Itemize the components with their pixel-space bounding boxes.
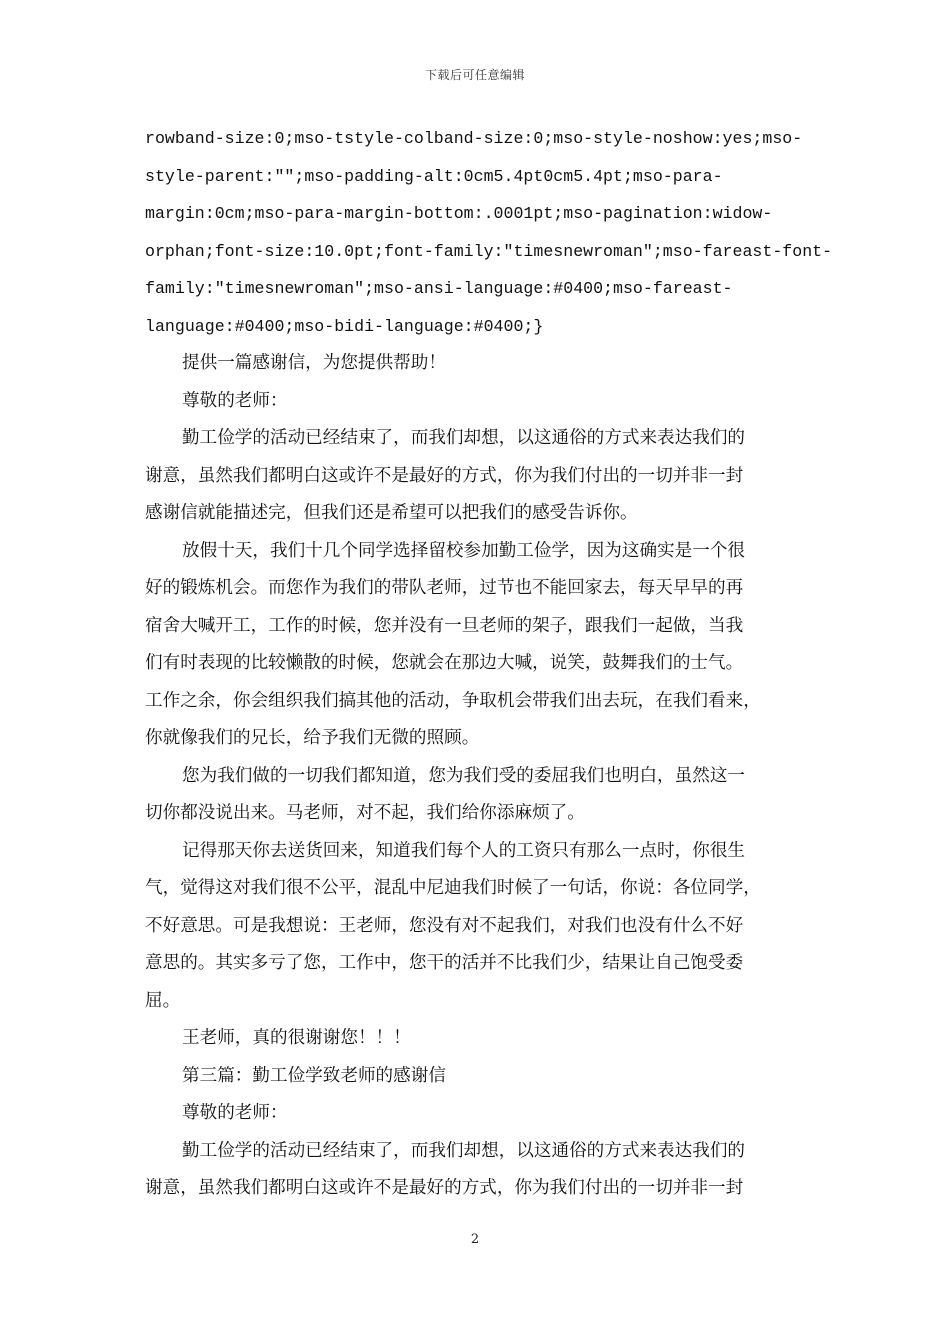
paragraph-line: 意思的。其实多亏了您，工作中，您干的活并不比我们少，结果让自己饱受委 [145,953,744,973]
salutation [145,383,825,421]
code-line: rowband-size:0;mso-tstyle-colband-size:0;mso-style-noshow:yes;mso- [145,129,803,148]
intro-paragraph [145,345,825,383]
salutation [145,1095,825,1133]
paragraph-line: 尊敬的老师： [182,1103,288,1123]
body-paragraph [145,833,825,1021]
paragraph-line: 们有时表现的比较懒散的时候，您就会在那边大喊，说笑，鼓舞我们的士气。 [145,653,744,673]
paragraph-line: 勤工俭学的活动已经结束了，而我们却想，以这通俗的方式来表达我们的 [182,1140,746,1161]
paragraph-line: 您为我们做的一切我们都知道，您为我们受的委屈我们也明白，虽然这一 [182,765,746,786]
paragraph-line: 不好意思。可是我想说：王老师，您没有对不起我们，对我们也没有什么不好 [145,915,744,936]
paragraph-line: 谢意，虽然我们都明白这或许不是最好的方式，你为我们付出的一切并非一封 [145,1178,744,1198]
body-paragraph [145,758,825,833]
paragraph-line: 谢意，虽然我们都明白这或许不是最好的方式，你为我们付出的一切并非一封 [145,465,744,486]
paragraph-line: 切你都没说出来。马老师，对不起，我们给你添麻烦了。 [145,803,585,823]
closing-line [145,1020,825,1058]
code-line: language:#0400;mso-bidi-language:#0400;} [145,316,544,336]
section-heading [145,1058,825,1096]
paragraph-line: 宿舍大喊开工，工作的时候，您并没有一旦老师的架子，跟我们一起做，当我 [145,615,744,636]
paragraph-line: 工作之余，你会组织我们搞其他的活动，争取机会带我们出去玩，在我们看来， [145,690,761,711]
code-line: orphan;font-size:10.0pt;font-family:"timesnewroman";mso-fareast-font- [145,241,833,261]
paragraph-line: 放假十天，我们十几个同学选择留校参加勤工俭学，因为这确实是一个很 [182,540,746,561]
body-paragraph [145,1133,825,1208]
paragraph-line: 好的锻炼机会。而您作为我们的带队老师，过节也不能回家去，每天早早的再 [145,578,744,598]
style-code-block [145,120,833,345]
paragraph-line: 感谢信就能描述完，但我们还是希望可以把我们的感受告诉你。 [145,503,638,523]
code-line: family:"timesnewroman";mso-ansi-language:#0400;mso-fareast- [145,279,733,298]
paragraph-line: 屈。 [145,990,181,1011]
paragraph-line: 勤工俭学的活动已经结束了，而我们却想，以这通俗的方式来表达我们的 [182,428,746,448]
paragraph-line: 尊敬的老师： [182,390,288,411]
paragraph-line: 提供一篇感谢信，为您提供帮助！ [182,353,446,373]
body-paragraph [145,533,825,758]
code-line: style-parent:"";mso-padding-alt:0cm5.4pt0cm5.4pt;mso-para- [145,166,723,186]
page-number: 2 [470,1232,480,1247]
paragraph-line: 你就像我们的兄长，给予我们无微的照顾。 [145,728,480,748]
body-paragraph [145,420,825,533]
paragraph-line: 记得那天你去送货回来，知道我们每个人的工资只有那么一点时，你很生 [182,840,746,861]
paragraph-line: 气，觉得这对我们很不公平，混乱中尼迪我们时候了一句话，你说：各位同学， [145,878,761,898]
document-body [145,120,833,1208]
page-header: 下载后可任意编辑 [424,68,525,82]
code-line: margin:0cm;mso-para-margin-bottom:.0001pt;mso-pagination:widow- [145,204,773,223]
paragraph-line: 王老师，真的很谢谢您！！！ [182,1028,411,1048]
paragraph-line: 第三篇：勤工俭学致老师的感谢信 [182,1065,446,1086]
